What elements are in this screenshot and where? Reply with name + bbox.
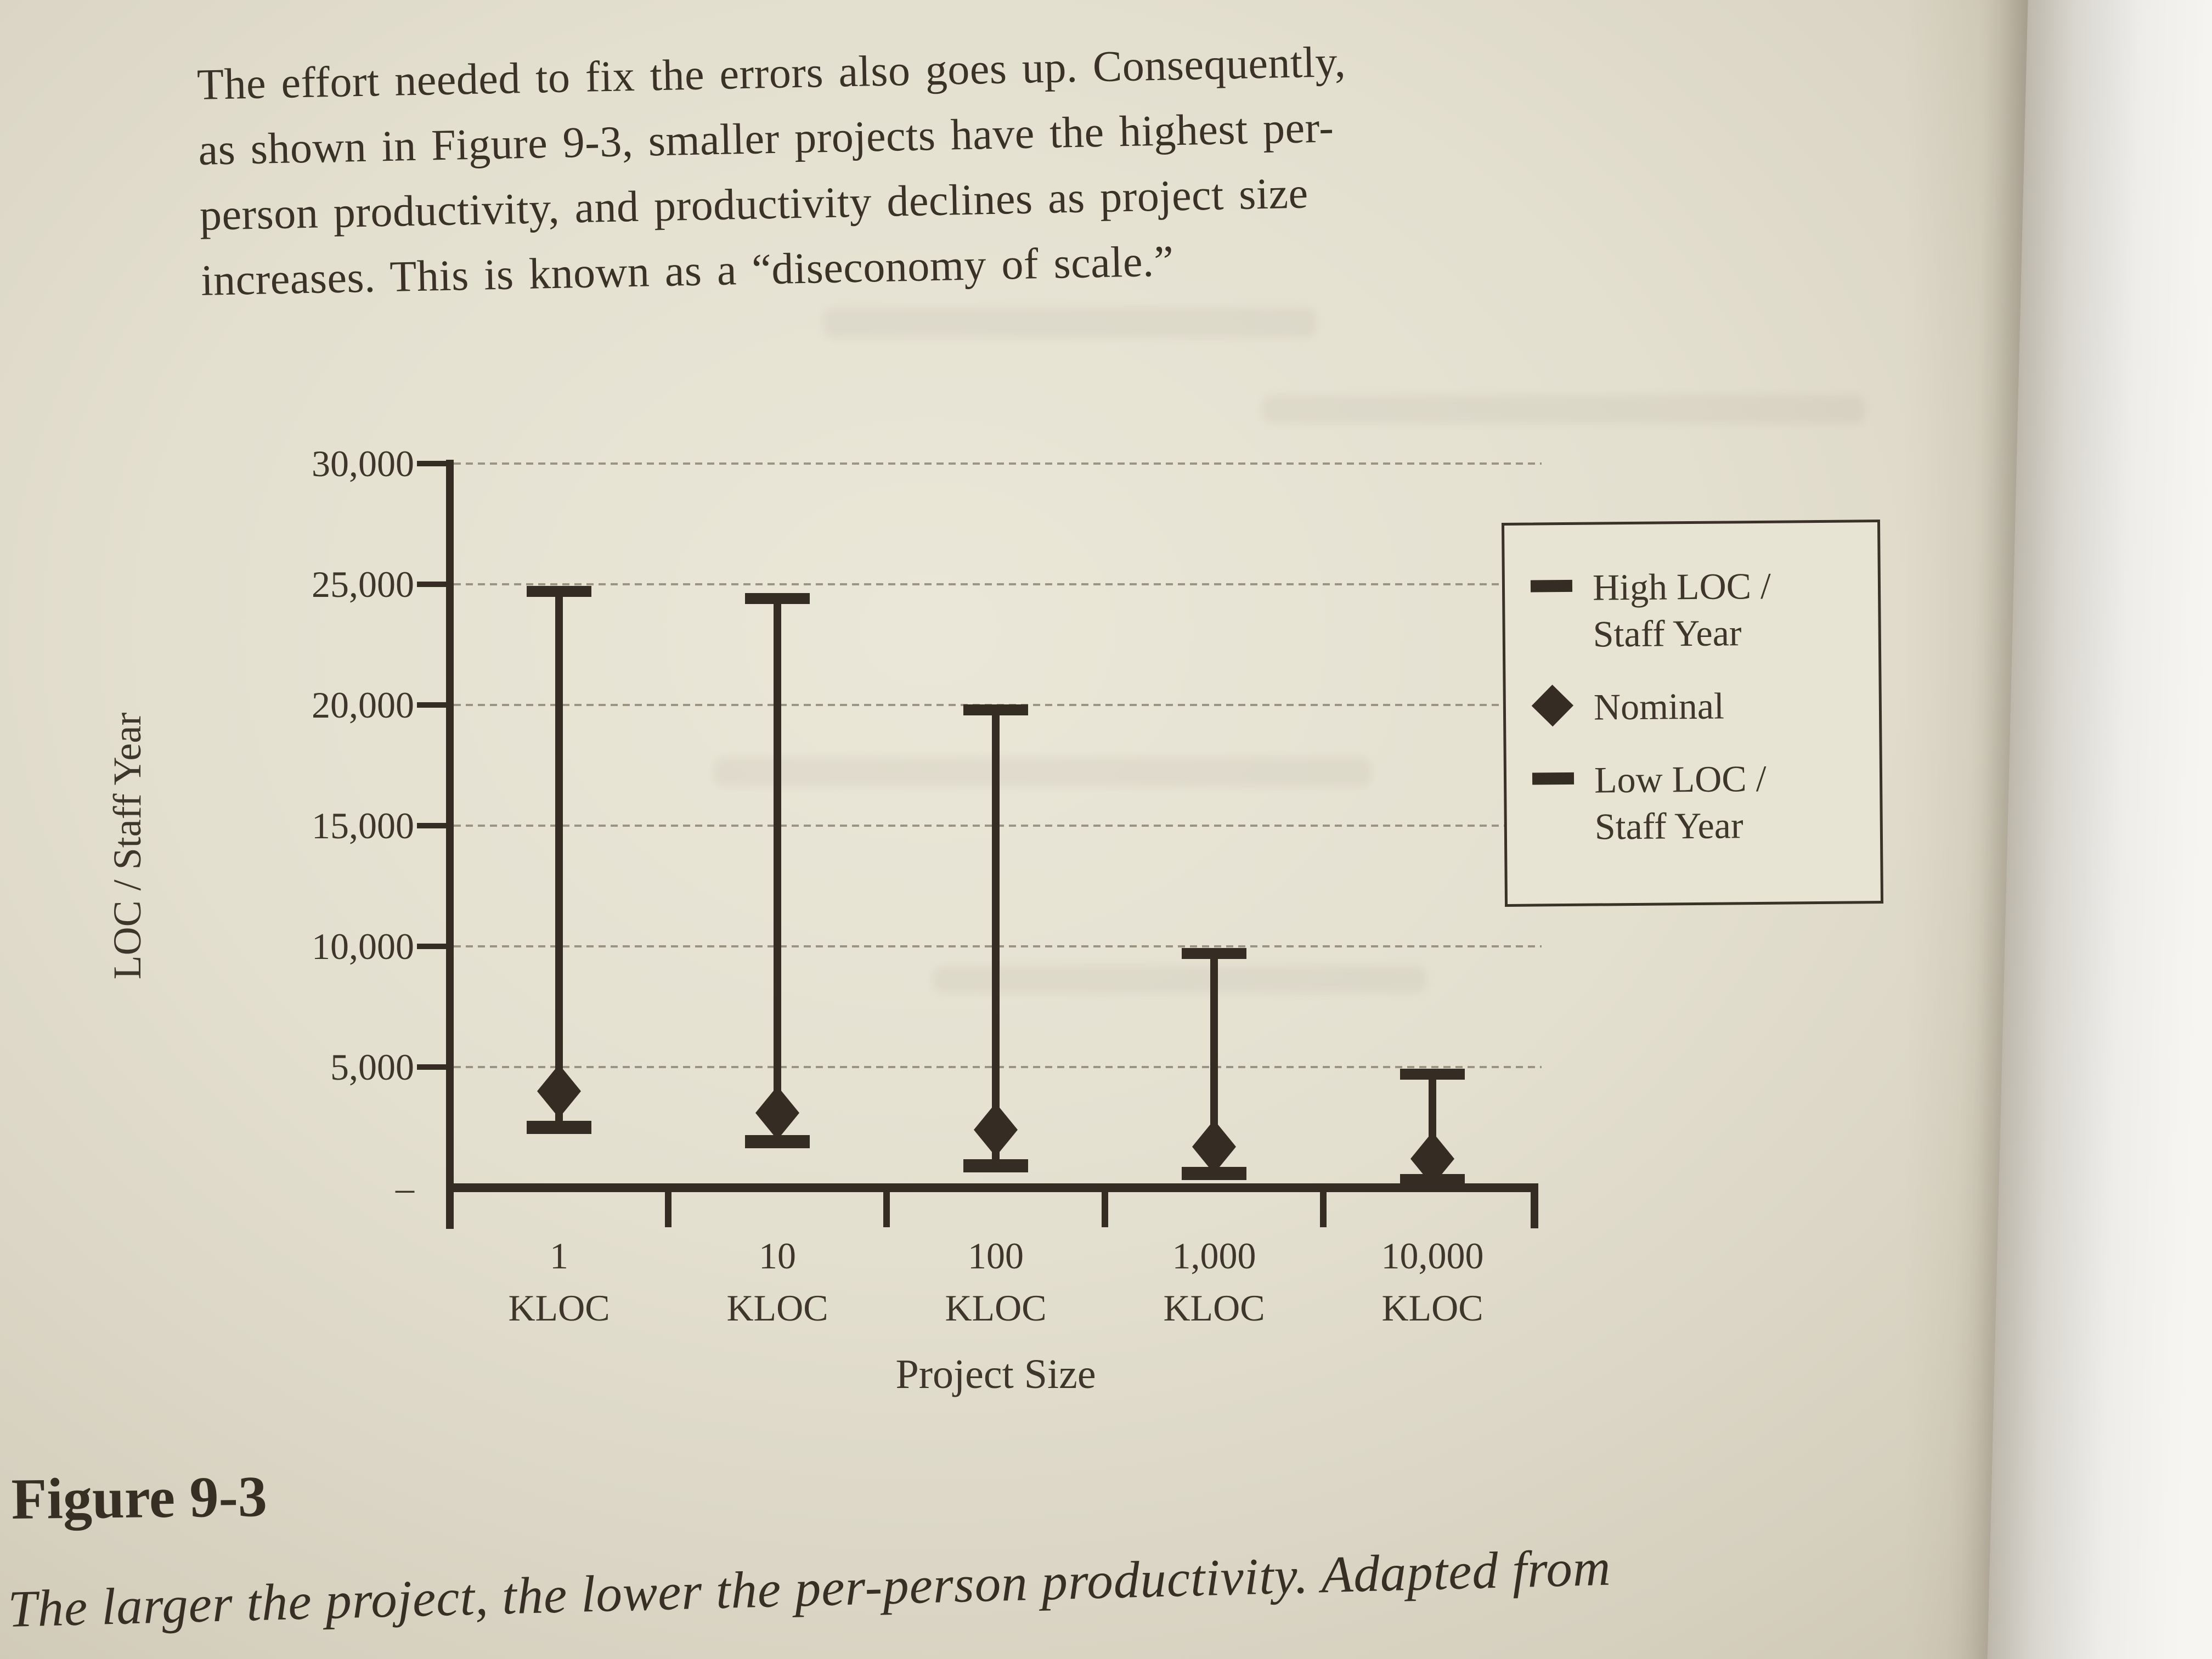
legend-item-low xyxy=(1528,754,1875,850)
high-cap-10,000 xyxy=(1400,1069,1465,1080)
x-tick-category: 10 xyxy=(759,1235,796,1277)
gridline-30000 xyxy=(454,462,1542,465)
y-tick-label: 5,000 xyxy=(330,1046,414,1088)
y-tick-label: 25,000 xyxy=(312,563,414,605)
y-tick-label: 10,000 xyxy=(312,926,414,967)
y-axis-title: LOC / Staff Year xyxy=(105,712,149,980)
x-tick-label-1,000 xyxy=(1105,1230,1323,1334)
low-cap-100 xyxy=(963,1159,1028,1172)
legend-label: High LOC / Staff Year xyxy=(1592,565,1771,655)
x-tick-category: 1 xyxy=(550,1235,568,1277)
whisker-stem-10 xyxy=(774,599,781,1142)
x-tick-category: 1,000 xyxy=(1172,1235,1256,1277)
whisker-stem-100 xyxy=(992,710,1000,1166)
nominal-diamond-1 xyxy=(537,1064,581,1118)
x-tick xyxy=(1320,1188,1327,1227)
legend-item-high xyxy=(1527,562,1873,658)
x-tick-label-10 xyxy=(668,1230,887,1334)
x-axis-line xyxy=(446,1183,1538,1192)
y-tick-label: – xyxy=(396,1167,414,1209)
y-tick-label: 30,000 xyxy=(312,443,414,484)
legend-label: Low LOC / Staff Year xyxy=(1594,757,1767,848)
x-axis-title: Project Size xyxy=(895,1351,1096,1397)
legend-label: Nominal xyxy=(1593,685,1725,728)
x-tick-unit: KLOC xyxy=(1381,1287,1483,1329)
x-tick-category: 10,000 xyxy=(1381,1235,1484,1277)
x-tick-unit: KLOC xyxy=(1163,1287,1265,1329)
x-tick-unit: KLOC xyxy=(726,1287,828,1329)
y-tick-label: 15,000 xyxy=(312,805,414,847)
nominal-diamond-marker-icon xyxy=(1532,685,1573,726)
y-tick-label: 20,000 xyxy=(312,684,414,726)
nominal-diamond-10 xyxy=(755,1086,799,1140)
paragraph-line: person productivity, and productivity declines as project size xyxy=(199,169,1309,240)
high-cap-10 xyxy=(745,593,810,604)
x-tick xyxy=(1102,1188,1108,1227)
figure-label: Figure 9-3 xyxy=(11,1464,268,1531)
x-axis-end-hook xyxy=(1531,1183,1538,1228)
whisker-stem-1 xyxy=(555,591,563,1127)
x-tick-label-100 xyxy=(887,1230,1105,1334)
high-cap-1 xyxy=(527,586,591,597)
high-dash-marker-icon xyxy=(1531,580,1572,592)
x-tick-unit: KLOC xyxy=(945,1287,1047,1329)
high-cap-1,000 xyxy=(1182,948,1246,959)
nominal-diamond-100 xyxy=(974,1103,1018,1156)
y-axis-line xyxy=(446,460,454,1229)
legend-box xyxy=(1502,520,1883,907)
figure-caption: The larger the project, the lower the per-person productivity. Adapted from xyxy=(7,1538,1612,1639)
high-cap-100 xyxy=(963,704,1028,715)
x-tick-label-1 xyxy=(450,1230,668,1334)
paragraph-line: as shown in Figure 9-3, smaller projects have the highest per- xyxy=(198,103,1335,174)
x-tick-unit: KLOC xyxy=(508,1287,610,1329)
low-cap-1 xyxy=(527,1121,591,1134)
nominal-diamond-1,000 xyxy=(1192,1120,1236,1173)
x-tick-label-10,000 xyxy=(1323,1230,1542,1334)
paragraph-line: increases. This is known as a “diseconomy of scale.” xyxy=(200,237,1175,305)
paragraph-line: The effort needed to fix the errors also goes up. Consequently, xyxy=(196,37,1346,109)
gridline-25000 xyxy=(454,583,1542,585)
low-dash-marker-icon xyxy=(1532,772,1574,785)
x-tick xyxy=(665,1188,672,1227)
x-tick-category: 100 xyxy=(968,1235,1024,1277)
legend-item-nominal xyxy=(1528,681,1874,731)
x-tick xyxy=(883,1188,890,1227)
